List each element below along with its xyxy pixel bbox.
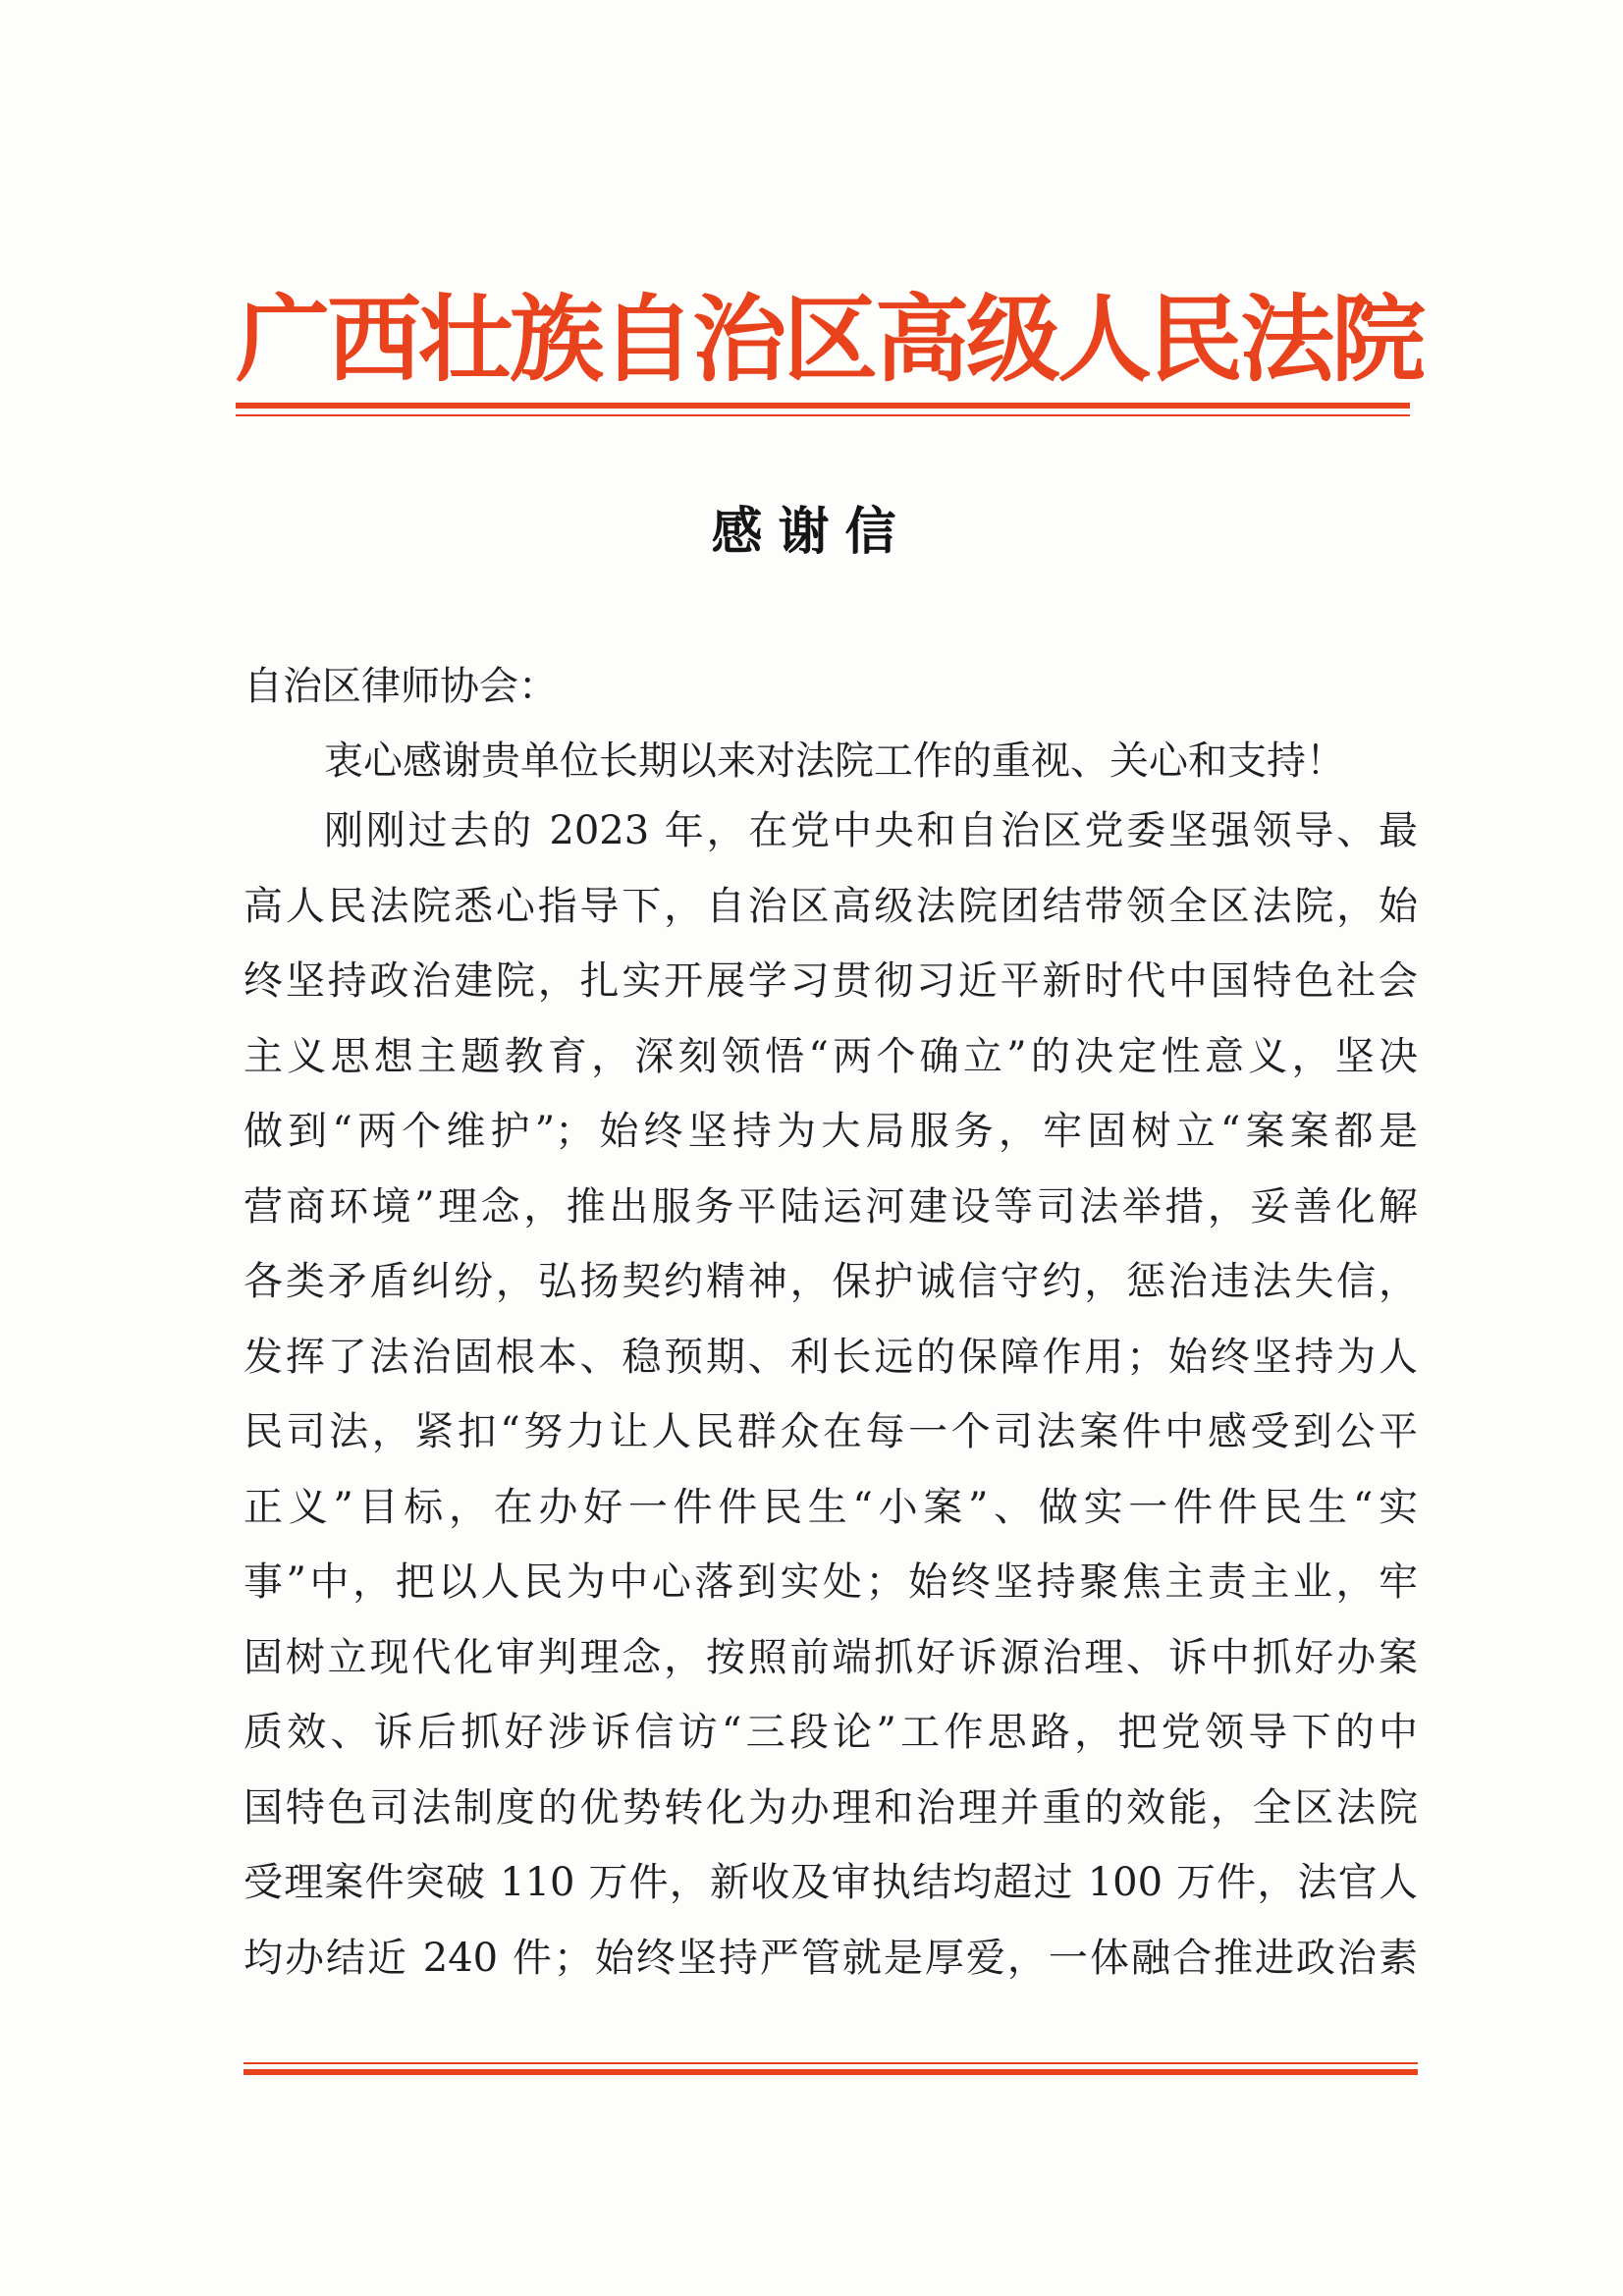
paragraph-body: [243, 793, 1418, 1995]
body-line: 各类矛盾纠纷，弘扬契约精神，保护诚信守约，惩治违法失信，: [243, 1259, 1418, 1304]
body-line: 发挥了法治固根本、稳预期、利长远的保障作用；始终坚持为人: [243, 1334, 1418, 1380]
footer-rule-thin: [243, 2062, 1418, 2064]
paragraph-thanks: 衷心感谢贵单位长期以来对法院工作的重视、关心和支持！: [324, 738, 1345, 784]
letterhead-rule-thick: [236, 403, 1410, 409]
body-line: 受理案件突破 110 万件，新收及审执结均超过 100 万件，法官人: [243, 1860, 1418, 1905]
body-line: 主义思想主题教育，深刻领悟“两个确立”的决定性意义，坚决: [243, 1033, 1418, 1079]
body-line: 固树立现代化审判理念，按照前端抓好诉源治理、诉中抓好办案: [243, 1634, 1418, 1680]
body-line: 民司法，紧扣“努力让人民群众在每一个司法案件中感受到公平: [243, 1409, 1418, 1454]
salutation: 自治区律师协会：: [243, 664, 558, 709]
letterhead-org-name: 广西壮族自治区高级人民法院: [236, 284, 1423, 395]
body-line: 事”中，把以人民为中心落到实处；始终坚持聚焦主责主业，牢: [243, 1559, 1418, 1605]
body-line: 均办结近 240 件；始终坚持严管就是厚爱，一体融合推进政治素: [243, 1935, 1418, 1981]
body-line: 质效、诉后抓好涉诉信访“三段论”工作思路，把党领导下的中: [243, 1710, 1418, 1755]
body-line: 国特色司法制度的优势转化为办理和治理并重的效能，全区法院: [243, 1784, 1418, 1831]
document-title: 感谢信: [711, 502, 912, 562]
body-line: 终坚持政治建院，扎实开展学习贯彻习近平新时代中国特色社会: [243, 958, 1418, 1004]
body-line: 正义”目标，在办好一件件民生“小案”、做实一件件民生“实: [243, 1484, 1418, 1530]
body-line: 做到“两个维护”；始终坚持为大局服务，牢固树立“案案都是: [243, 1109, 1418, 1154]
letterhead-rule-thin: [236, 414, 1410, 416]
body-line: 高人民法院悉心指导下，自治区高级法院团结带领全区法院，始: [243, 883, 1418, 929]
footer-rule-thick: [243, 2069, 1418, 2075]
body-line: 刚刚过去的 2023 年，在党中央和自治区党委坚强领导、最: [324, 808, 1418, 853]
body-line: 营商环境”理念，推出服务平陆运河建设等司法举措，妥善化解: [243, 1183, 1418, 1230]
